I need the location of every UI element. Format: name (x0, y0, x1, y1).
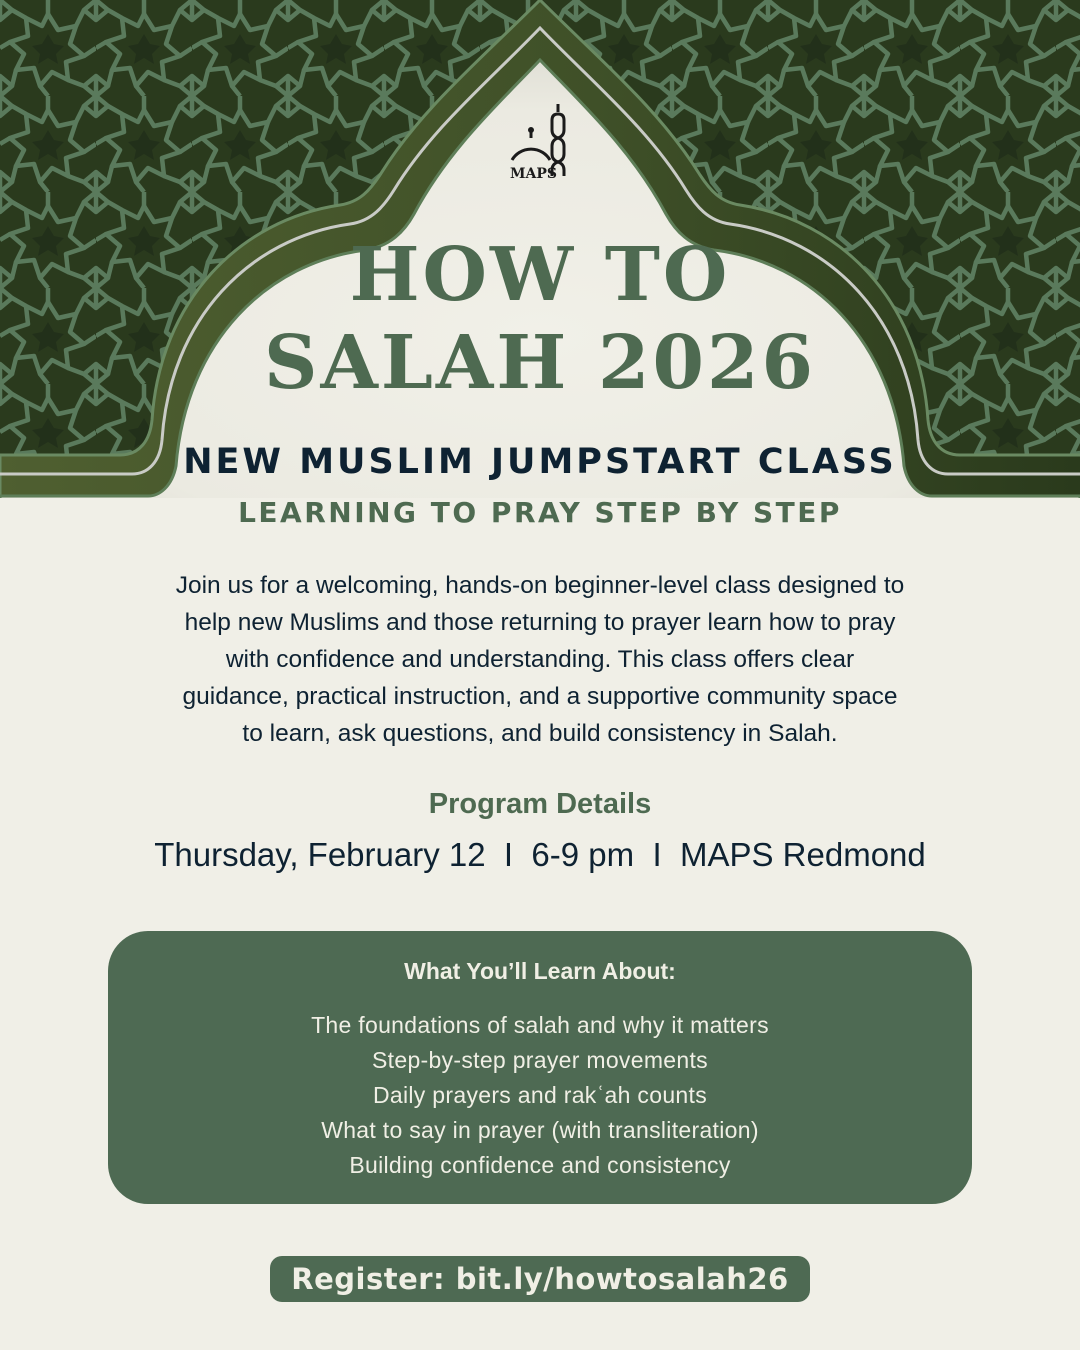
program-details-line: Thursday, February 12 I 6-9 pm I MAPS Redmond (154, 836, 926, 873)
title-line-1: HOW TO (349, 232, 731, 318)
description (90, 567, 990, 752)
description-line: guidance, practical instruction, and a supportive community space (182, 683, 898, 710)
description-line: with confidence and understanding. This class offers clear (225, 646, 855, 673)
learn-item: What to say in prayer (with transliteration) (321, 1117, 759, 1143)
learn-item: Step-by-step prayer movements (372, 1047, 708, 1073)
program-details-heading: Program Details (428, 788, 652, 820)
maps-logo-icon (506, 98, 572, 184)
tagline: LEARNING TO PRAY STEP BY STEP (238, 496, 842, 529)
description-line: help new Muslims and those returning to prayer learn how to pray (184, 609, 896, 636)
learn-about-box (108, 931, 972, 1204)
description-line: to learn, ask questions, and build consistency in Salah. (242, 720, 838, 747)
title-line-2: SALAH 2026 (264, 320, 816, 406)
learn-about-list (108, 1008, 972, 1183)
register-link[interactable]: Register: bit.ly/howtosalah26 (270, 1256, 810, 1302)
svg-text:MAPS: MAPS (510, 166, 557, 182)
subtitle: NEW MUSLIM JUMPSTART CLASS (183, 442, 897, 482)
learn-about-heading: What You’ll Learn About: (404, 958, 676, 984)
learn-item: Daily prayers and rakʿah counts (372, 1082, 707, 1108)
description-line: Join us for a welcoming, hands-on beginner-level class designed to (175, 572, 905, 599)
learn-item: The foundations of salah and why it matters (311, 1012, 769, 1038)
learn-item: Building confidence and consistency (349, 1152, 731, 1178)
